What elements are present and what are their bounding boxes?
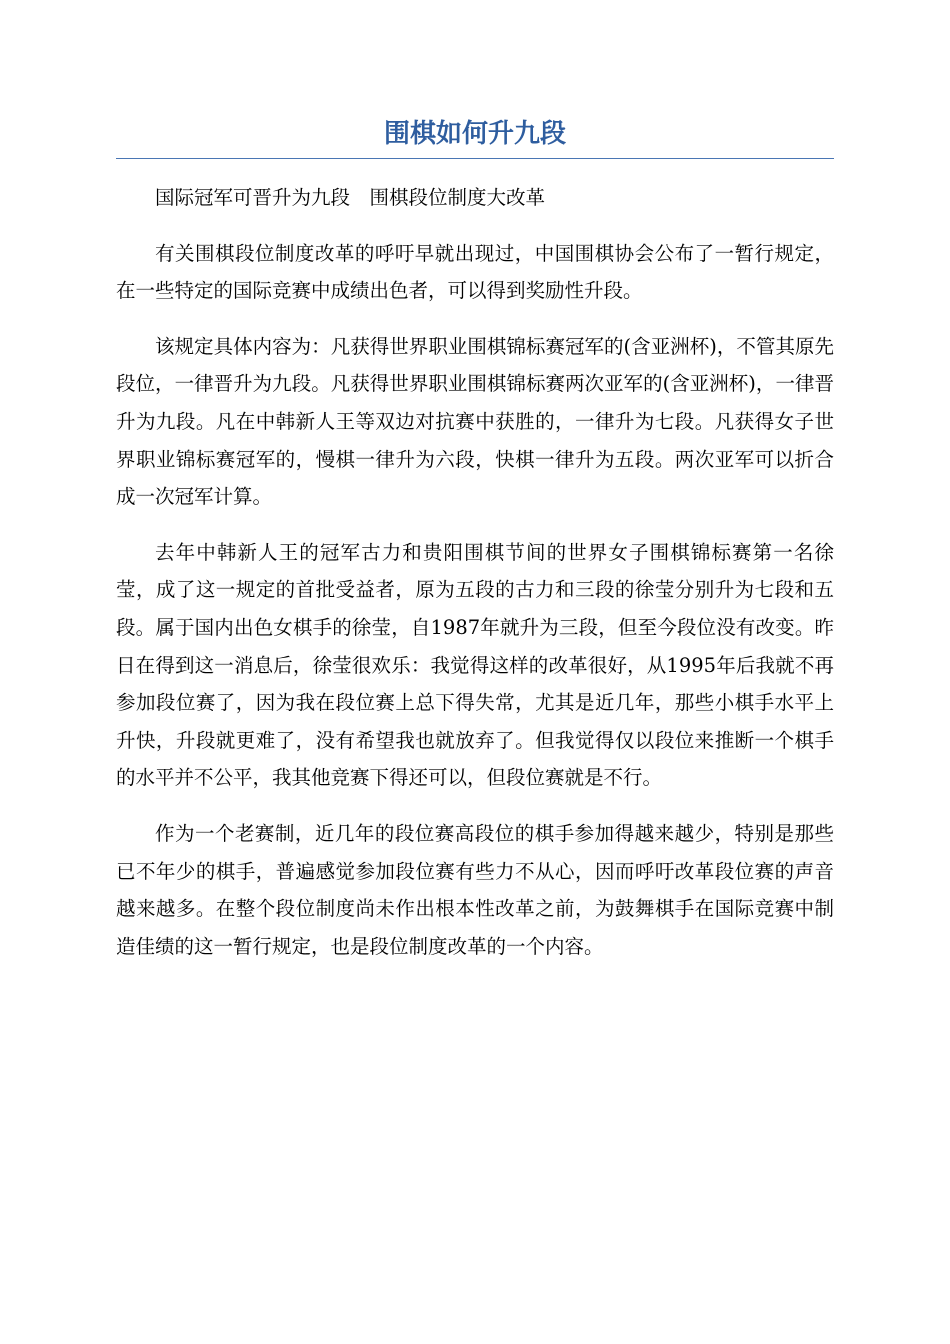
paragraph-intro: 有关围棋段位制度改革的呼吁早就出现过，中国围棋协会公布了一暂行规定，在一些特定的国际竞赛中成绩出色者，可以得到奖励性升段。: [116, 241, 834, 303]
paragraph-beneficiaries: 去年中韩新人王的冠军古力和贵阳围棋节间的世界女子围棋锦标赛第一名徐莹，成了这一规定的首批受益者，原为五段的古力和三段的徐莹分别升为七段和五段。属于国内出色女棋手的徐莹，自1987年就升为三段，但至今段位没有改变。昨日在得到这一消息后，徐莹很欢乐：我觉得这样的改革很好，从1995年后我就不再参加段位赛了，因为我在段位赛上总下得失常，尤其是近几年，那些小棋手水平上升快，升段就更难了，没有希望我也就放弃了。但我觉得仅以段位来推断一个棋手的水平并不公平，我其他竞赛下得还可以，但段位赛就是不行。: [116, 540, 834, 790]
document-page: [116, 112, 834, 983]
subtitle-paragraph: 国际冠军可晋升为九段 围棋段位制度大改革: [155, 186, 546, 209]
document-body: [116, 179, 834, 965]
page-title: 围棋如何升九段: [116, 112, 834, 159]
paragraph-conclusion: 作为一个老赛制，近几年的段位赛高段位的棋手参加得越来越少，特别是那些已不年少的棋手，普遍感觉参加段位赛有些力不从心，因而呼吁改革段位赛的声音越来越多。在整个段位制度尚未作出根本性改革之前，为鼓舞棋手在国际竞赛中制造佳绩的这一暂行规定，也是段位制度改革的一个内容。: [116, 821, 834, 958]
paragraph-rules: 该规定具体内容为：凡获得世界职业围棋锦标赛冠军的(含亚洲杯)，不管其原先段位，一律晋升为九段。凡获得世界职业围棋锦标赛两次亚军的(含亚洲杯)，一律晋升为九段。凡在中韩新人王等双边对抗赛中获胜的，一律升为七段。凡获得女子世界职业锦标赛冠军的，慢棋一律升为六段，快棋一律升为五段。两次亚军可以折合成一次冠军计算。: [116, 334, 834, 509]
